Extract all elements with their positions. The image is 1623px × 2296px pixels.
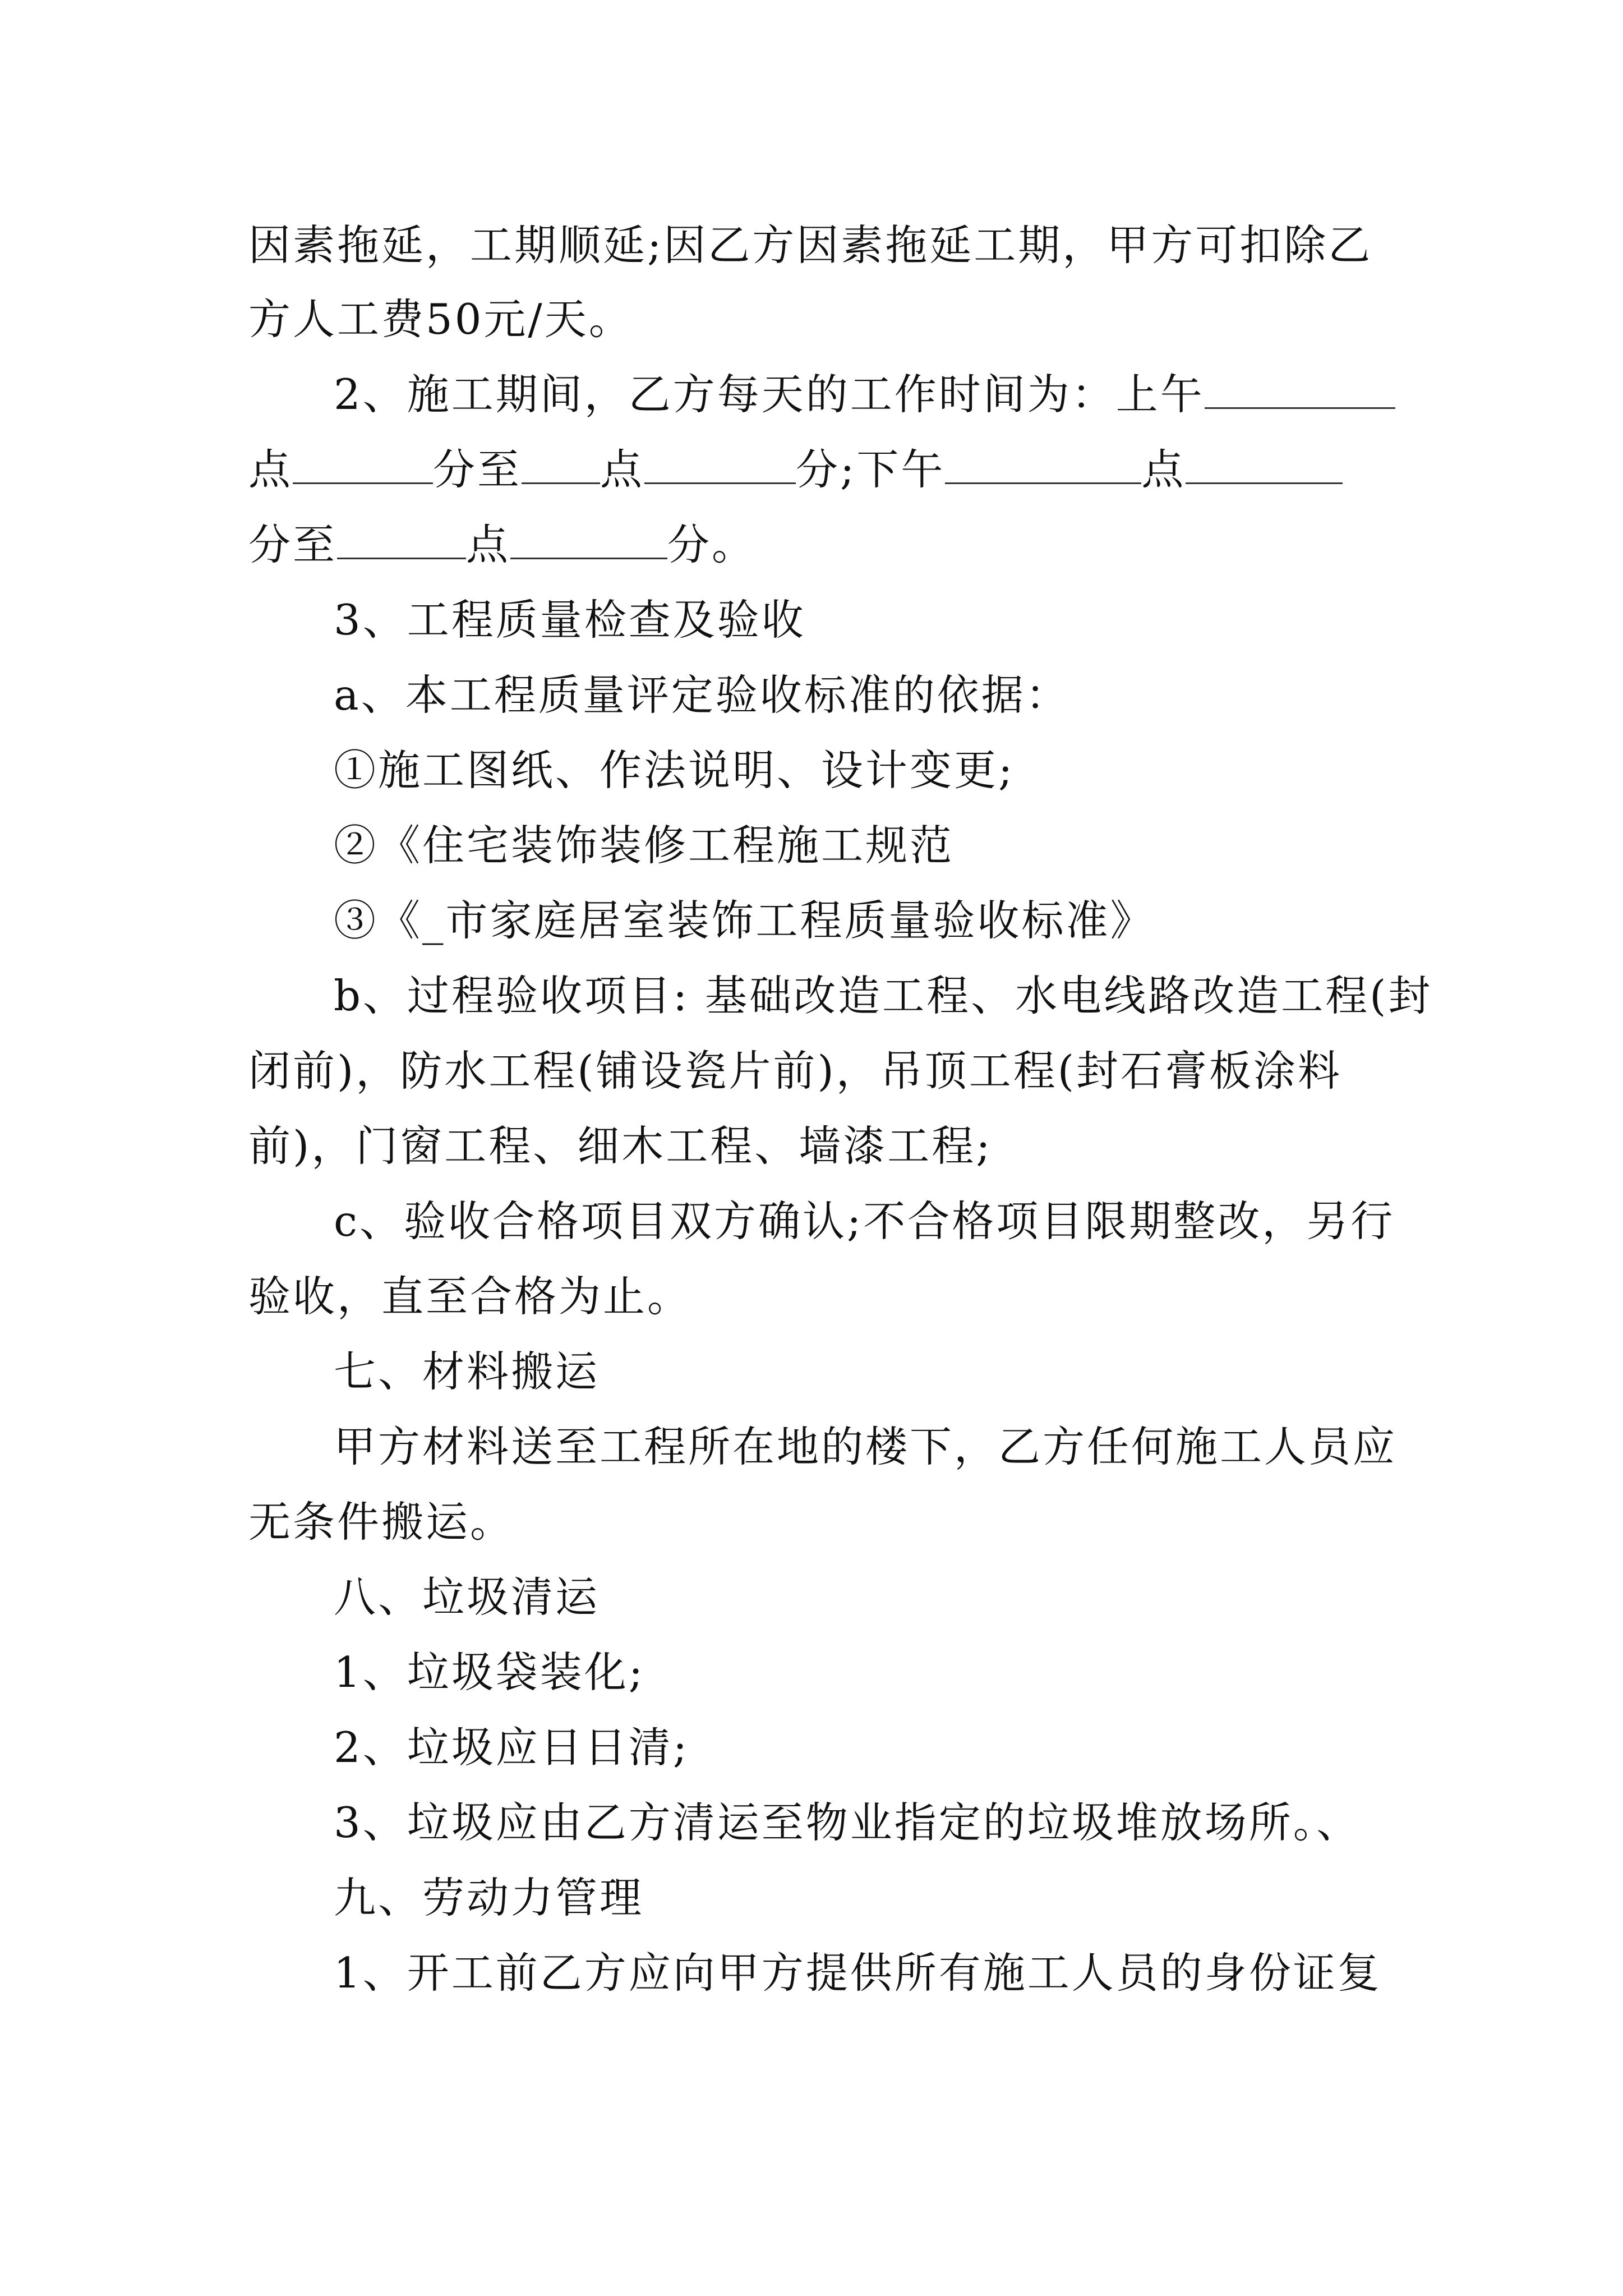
list-item: ②《住宅装饰装修工程施工规范: [334, 821, 955, 870]
text-fragment: 点: [466, 520, 511, 569]
text-line: 无条件搬运。: [248, 1497, 515, 1547]
text-line: b、过程验收项目: 基础改造工程、水电线路改造工程(封: [334, 971, 1433, 1020]
text-fragment: 分;下午: [796, 445, 946, 494]
text-line: 验收，直至合格为止。: [248, 1272, 692, 1321]
section-heading: 七、材料搬运: [334, 1347, 600, 1396]
list-item: 1、垃圾袋装化;: [334, 1648, 645, 1697]
section-heading: 八、垃圾清运: [334, 1572, 600, 1622]
blank-field: [1205, 370, 1395, 409]
section-heading: 3、工程质量检查及验收: [334, 595, 806, 645]
blank-field: [1186, 445, 1343, 484]
blank-field: [945, 445, 1141, 484]
work-hours-line: [334, 361, 1461, 428]
text-fragment: 点: [600, 445, 645, 494]
text-line: c、验收合格项目双方确认;不合格项目限期整改，另行: [334, 1197, 1395, 1246]
text-line: 方人工费50元/天。: [248, 295, 633, 344]
text-fragment: 分至: [248, 520, 338, 569]
list-item: 2、垃圾应日日清;: [334, 1723, 689, 1772]
blank-field: [510, 521, 667, 559]
work-hours-line: [248, 511, 1376, 578]
blank-field: [337, 521, 466, 559]
text-fragment: 2、施工期间，乙方每天的工作时间为：上午: [334, 370, 1205, 419]
text-line: 因素拖延，工期顺延;因乙方因素拖延工期，甲方可扣除乙: [248, 220, 1373, 270]
text-line: 甲方材料送至工程所在地的楼下，乙方任何施工人员应: [334, 1422, 1398, 1471]
blank-field: [522, 445, 600, 484]
text-line: 闭前)，防水工程(铺设瓷片前)，吊顶工程(封石膏板涂料: [248, 1046, 1343, 1096]
text-line: 前)，门窗工程、细木工程、墙漆工程;: [248, 1121, 993, 1171]
blank-field: [293, 445, 433, 484]
list-item: 1、开工前乙方应向甲方提供所有施工人员的身份证复: [334, 1948, 1382, 1998]
text-fragment: 点: [248, 445, 293, 494]
blank-field: [644, 445, 796, 484]
list-item: 3、垃圾应由乙方清运至物业指定的垃圾堆放场所。、: [334, 1798, 1361, 1847]
text-fragment: 分。: [667, 520, 757, 569]
section-heading: 九、劳动力管理: [334, 1873, 644, 1922]
text-fragment: 分至: [433, 445, 522, 494]
work-hours-line: [248, 436, 1376, 503]
list-item: ③《_市家庭居室装饰工程质量验收标准》: [334, 896, 1155, 945]
list-item: ①施工图纸、作法说明、设计变更;: [334, 746, 1015, 795]
text-line: a、本工程质量评定验收标准的依据：: [334, 670, 1070, 720]
text-fragment: 点: [1141, 445, 1186, 494]
